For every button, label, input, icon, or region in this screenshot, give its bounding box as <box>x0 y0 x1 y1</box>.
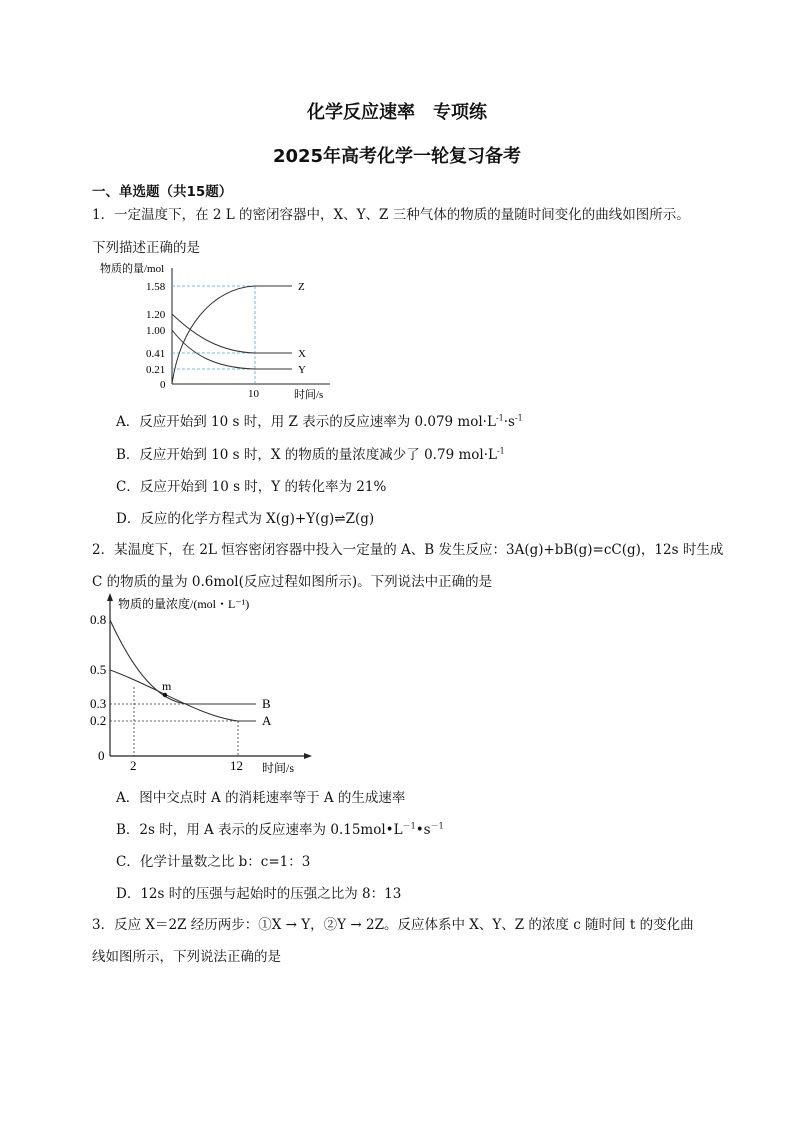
q1-xtick-10: 10 <box>248 388 259 400</box>
q1-ytick-041: 0.41 <box>146 348 166 360</box>
q1-ylabel: 物质的量/mol <box>100 263 165 275</box>
q1-curve-x <box>172 314 292 353</box>
q1-ytick-0: 0 <box>160 379 166 391</box>
q2-curve-b <box>110 620 256 704</box>
q2-stem-line1: 2．某温度下，在 2L 恒容密闭容器中投入一定量的 A、B 发生反应：3A(g)+bB(g)=cC(g)，12s 时生成 <box>92 542 724 558</box>
q2-intersection-point <box>163 693 167 697</box>
q2-option-a[interactable]: A．图中交点时 A 的消耗速率等于 A 的生成速率 <box>116 790 406 806</box>
q1-option-b[interactable]: B．反应开始到 10 s 时，X 的物质的量浓度减少了 0.79 $mol\cdot L^{-1}$ <box>116 446 505 463</box>
q2-annotation-m: m <box>162 679 172 693</box>
q2-ytick-02: 0.2 <box>90 713 107 728</box>
q1-ytick-021: 0.21 <box>146 364 166 376</box>
q2-ytick-05: 0.5 <box>90 662 107 677</box>
q1-stem-line1: 1．一定温度下，在 2 L 的密闭容器中，X、Y、Z 三种气体的物质的量随时间变化的曲线如图所示。 <box>92 207 690 223</box>
document-title: 化学反应速率 专项练 <box>307 102 487 123</box>
q1-option-a[interactable]: A．反应开始到 10 s 时，用 Z 表示的反应速率为 0.079 $mol\cdot L^{-1}\cdot s^{-1}$ <box>116 413 523 430</box>
q2-curve-a <box>110 670 256 721</box>
q2-x-arrow <box>304 753 312 759</box>
q2-xtick-2: 2 <box>130 758 137 773</box>
q1-legend-z: Z <box>298 281 305 293</box>
q1-option-d[interactable]: D．反应的化学方程式为 X(g)+Y(g)⇌Z(g) <box>116 511 375 527</box>
q1-ytick-158: 1.58 <box>146 281 166 293</box>
section-heading: 一、单选题（共15题） <box>92 184 233 200</box>
q2-option-b[interactable]: B．2s 时，用 A 表示的反应速率为 $0.15mol•L^{-1}•s^{-1}$ <box>116 821 444 838</box>
q1-ytick-120: 1.20 <box>146 309 166 321</box>
q2-stem-line2: C 的物质的量为 0.6mol(反应过程如图所示)。下列说法中正确的是 <box>92 574 493 590</box>
q3-stem-line2: 线如图所示，下列说法正确的是 <box>92 949 281 965</box>
q2-option-d[interactable]: D．12s 时的压强与起始时的压强之比为 8：13 <box>116 886 402 902</box>
q2-chart <box>88 590 328 780</box>
q2-ylabel: 物质的量浓度/(mol・L⁻¹) <box>118 597 250 611</box>
q1-xlabel: 时间/s <box>294 389 324 401</box>
q1-ytick-100: 1.00 <box>146 325 166 337</box>
q2-ytick-08: 0.8 <box>90 612 107 627</box>
q1-legend-y: Y <box>298 364 306 376</box>
q1-stem-line2: 下列描述正确的是 <box>92 240 200 256</box>
document-subtitle: 2025年高考化学一轮复习备考 <box>272 146 522 167</box>
q2-xtick-12: 12 <box>230 758 243 773</box>
q2-xlabel: 时间/s <box>262 761 295 775</box>
q1-chart <box>92 258 332 404</box>
q2-legend-a: A <box>262 713 272 728</box>
q2-y-arrow <box>107 593 113 601</box>
q1-option-c[interactable]: C．反应开始到 10 s 时，Y 的转化率为 21% <box>116 479 387 495</box>
q2-option-c[interactable]: C．化学计量数之比 b：c=1：3 <box>116 854 311 870</box>
q2-legend-b: B <box>262 696 271 711</box>
q3-stem-line1: 3．反应 X＝2Z 经历两步：①X → Y，②Y → 2Z。反应体系中 X、Y、Z 的浓度 c 随时间 t 的变化曲 <box>92 917 694 933</box>
q2-ytick-03: 0.3 <box>90 696 107 711</box>
q2-ytick-0: 0 <box>98 748 105 763</box>
q1-legend-x: X <box>298 348 306 360</box>
